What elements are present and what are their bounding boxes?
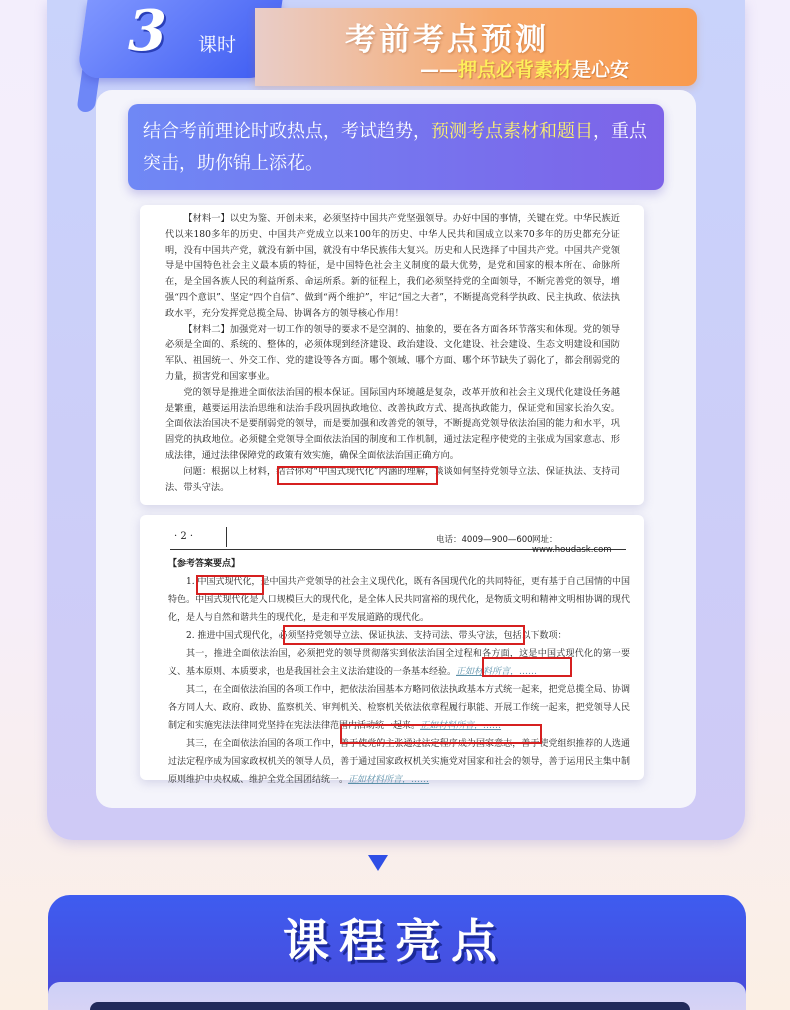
handwritten-note: 正如材料所言，…… (456, 667, 538, 677)
answer-3: 其一，推进全面依法治国，必须把党的领导贯彻落实到依法治国全过程和各方面，这是中国式现代化的第一要义、基本原则、本质要求，也是我国社会主义法治建设的一条基本经验。正如材料所言，…… (168, 649, 630, 677)
section-strip-dark (90, 1002, 690, 1010)
material-1: 【材料一】以史为鉴、开创未来，必须坚持中国共产党坚强领导。办好中国的事情，关键在党。中华民族近代以来180多年的历史、中国共产党成立以来100年的历史、中华人民共和国成立以来70多年的历史都充分证明，没有中国共产党，就没有新中国，就没有中华民族伟大复兴。历史和人民选择了中国共产党。中国共产党领导是中国特色社会主义最本质的特征，是中国特色社会主义制度的最大优势，是党和国家的根本所在、命脉所在，是全国各族人民的利益所系、命运所系。新的征程上，我们必须坚持党的全面领导，不断完善党的领导，增强“四个意识”、坚定“四个自信”、做到“两个维护”，牢记“国之大者”，不断提高党科学执政、民主执政、依法执政水平，充分发挥党总揽全局、协调各方的领导核心作用！ (165, 213, 620, 319)
lesson-title: 考前考点预测 (345, 22, 549, 58)
intro-box (128, 104, 664, 190)
section-title: 课程亮点 (283, 914, 507, 968)
answer-1: 1. 中国式现代化，是中国共产党领导的社会主义现代化，既有各国现代化的共同特征，更有基于自己国情的中国特色。中国式现代化是人口规模巨大的现代化，是全体人民共同富裕的现代化，是物质文明和精神文明相协调的现代化，是人与自然和谐共生的现代化，是走和平发展道路的现代化。 (168, 577, 630, 623)
header-divider (226, 527, 227, 547)
material-3: 党的领导是推进全面依法治国的根本保证。国际国内环境越是复杂，改革开放和社会主义现代化建设任务越是繁重，越要运用法治思维和法治手段巩固执政地位、改善执政方式、提高执政能力，保证党和国家长治久安。全面依法治国决不是要削弱党的领导，而是要加强和改善党的领导，不断提高党领导依法治国的能力和水平，巩固党的执政地位。必须健全党领导全面依法治国的制度和工作机制，通过法定程序使党的主张成为国家意志、形成法律，通过法律保障党的政策有效实施，确保全面依法治国正确方向。 (165, 386, 620, 461)
intro-highlight: 预测考点素材和题目 (431, 121, 593, 142)
question: 问题：根据以上材料，结合你对“中国式现代化”内涵的理解，谈谈如何坚持党领导立法、保证执法、支持司法、带头守法。 (165, 465, 620, 493)
handwritten-note: 正如材料所言，…… (420, 721, 502, 731)
intro-text: 结合考前理论时政热点，考试趋势，预测考点素材和题目，重点突击，助你锦上添花。 (143, 121, 647, 174)
page-header (170, 527, 626, 555)
subtitle-highlight: 押点必背素材 (458, 59, 573, 81)
sample-page-2 (140, 515, 644, 785)
highlight-box (340, 724, 542, 744)
material-2: 【材料二】加强党对一切工作的领导的要求不是空洞的、抽象的，要在各方面各环节落实和体现。党的领导必须是全面的、系统的、整体的，必须体现到经济建设、政治建设、文化建设、社会建设、生态文明建设和国防军队、祖国统一、外交工作、党的建设等各方面。哪个领域、哪个方面、哪个环节缺失了弱化了，都会削弱党的力量，损害党和国家事业。 (165, 323, 620, 382)
highlight-box (277, 466, 438, 485)
page-number: · 2 · (174, 531, 194, 542)
handwritten-note: 正如材料所言，…… (348, 775, 430, 785)
lesson-label: 课时 (198, 34, 237, 56)
lesson-number: 3 (128, 0, 167, 64)
answer-4: 其二，在全面依法治国的各项工作中，把依法治国基本方略同依法执政基本方式统一起来，把党总揽全局、协调各方同人大、政府、政协、监察机关、审判机关、检察机关依法依章程履行职能、开展工作统一起来，把党领导人民制定和实施宪法法律同党坚持在宪法法律范围内活动统一起来。正如材料所言，…… (168, 685, 630, 731)
lesson-subtitle: ——押点必背素材是心安 (420, 59, 630, 81)
highlight-box (482, 657, 572, 677)
answer-2: 2. 推进中国式现代化，必须坚持党领导立法、保证执法、支持司法、带头守法，包括以下数项： (186, 631, 567, 641)
down-arrow-icon (368, 855, 388, 871)
sample-page-1 (140, 205, 644, 505)
website: 网址：www.houdask.com (532, 535, 612, 555)
highlight-box (196, 575, 264, 595)
answer-title: 【参考答案要点】 (168, 559, 241, 569)
highlight-box (283, 625, 525, 645)
phone-number: 电话：4009—900—600 (436, 535, 533, 545)
material-text (165, 211, 620, 495)
answer-5: 其三，在全面依法治国的各项工作中，善于使党的主张通过法定程序成为国家意志，善于使党组织推荐的人选通过法定程序成为国家政权机关的领导人员，善于通过国家政权机关实施党对国家和社会的领导，善于运用民主集中制原则维护中央权威、维护全党全国团结统一。正如材料所言，…… (168, 739, 630, 785)
